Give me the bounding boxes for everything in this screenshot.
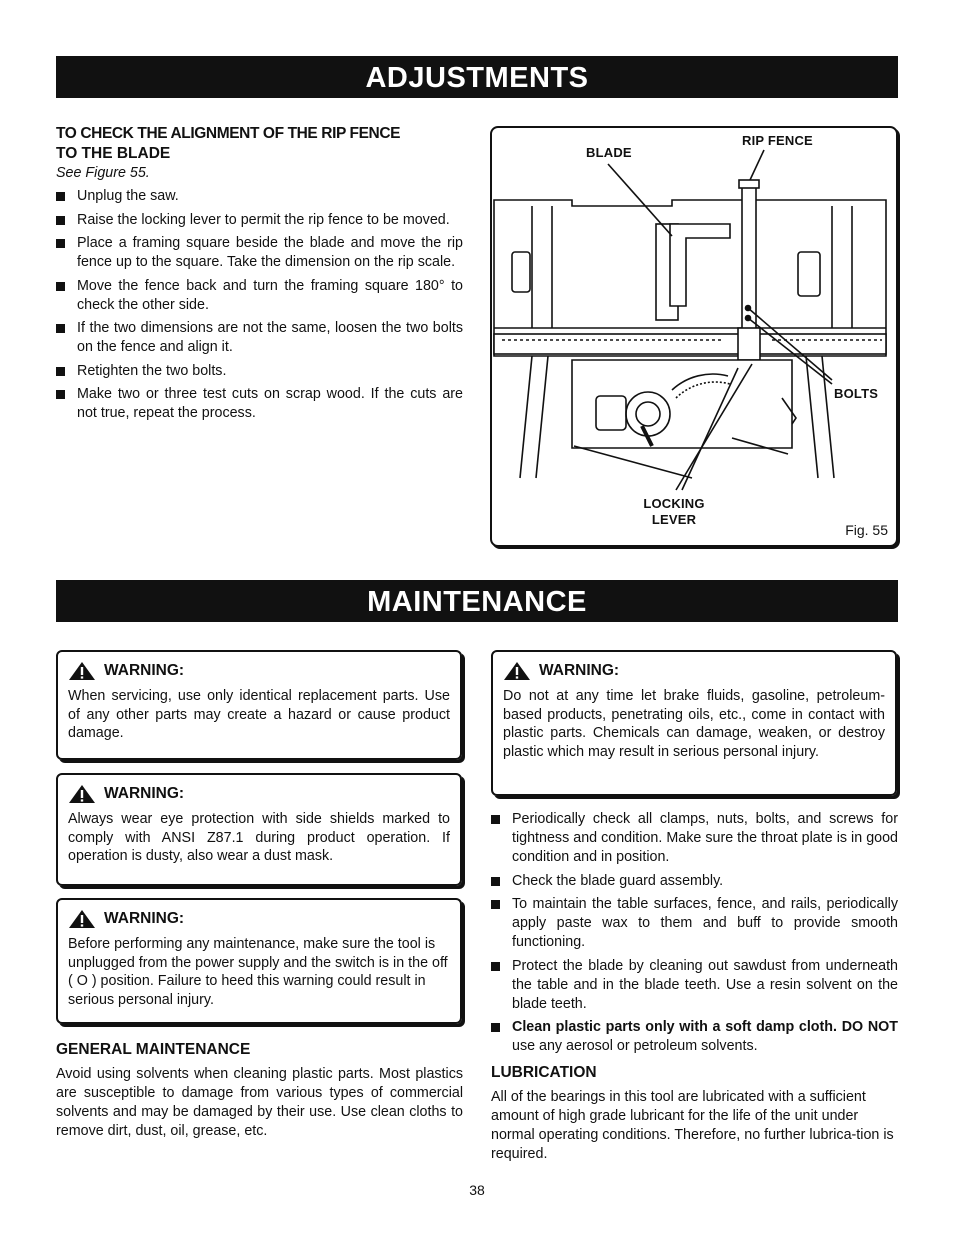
warning-body: When servicing, use only identical replacement parts. Use of any other parts may create a hazard or cause product damage. <box>68 688 450 742</box>
warning-heading <box>68 661 450 681</box>
warning-body: Do not at any time let brake fluids, gasoline, petroleum-based products, penetrating oils, etc., come in contact with plastic parts. Chemicals can damage, weaken, or destroy plastic which may result in serious personal injury. <box>503 688 885 760</box>
maintenance-bullet: Check the blade guard assembly. <box>491 872 898 891</box>
warning-triangle-icon <box>68 661 96 681</box>
label-bolts: BOLTS <box>834 386 879 401</box>
alignment-step: Raise the locking lever to permit the rip fence to be moved. <box>56 211 463 230</box>
alignment-heading-line1: TO CHECK THE ALIGNMENT OF THE RIP FENCE <box>56 125 401 142</box>
maintenance-bullets <box>491 810 898 1056</box>
maintenance-bullet-bold <box>491 1018 898 1056</box>
bold-bullet-text: Clean plastic parts only with a soft damp cloth. DO NOT <box>512 1019 898 1035</box>
warning-triangle-icon <box>68 909 96 929</box>
figure-55 <box>490 126 898 547</box>
warning-heading <box>68 909 450 929</box>
maintenance-title: MAINTENANCE <box>367 586 587 618</box>
alignment-step: Unplug the saw. <box>56 187 463 206</box>
warning-box-unplug <box>56 898 462 1024</box>
warning-triangle-icon <box>68 784 96 804</box>
warning-title: WARNING: <box>104 784 185 802</box>
page-number: 38 <box>469 1182 485 1198</box>
alignment-heading-line2: TO THE BLADE <box>56 145 171 162</box>
warning-body: Before performing any maintenance, make sure the tool is unplugged from the power supply and the switch is in the off ( O ) position. Failure to heed this warning could result in serious personal injury. <box>68 936 448 1008</box>
maintenance-bullet: Periodically check all clamps, nuts, bolts, and screws for tightness and condition. Make sure the throat plate is in good condition and in position. <box>491 810 898 867</box>
general-maintenance-section <box>56 1040 463 1141</box>
label-rip-fence: RIP FENCE <box>742 133 813 148</box>
adjustments-banner <box>56 56 898 98</box>
alignment-step: If the two dimensions are not the same, loosen the two bolts on the fence and align it. <box>56 319 463 357</box>
label-blade: BLADE <box>586 145 632 160</box>
alignment-step: Make two or three test cuts on scrap wood. If the cuts are not true, repeat the process. <box>56 385 463 423</box>
alignment-step: Retighten the two bolts. <box>56 362 463 381</box>
warning-box-eye-protection <box>56 773 462 886</box>
warning-box-chemicals <box>491 650 897 796</box>
lubrication-section <box>491 1063 898 1164</box>
lubrication-heading: LUBRICATION <box>491 1064 597 1081</box>
warning-heading <box>503 661 885 681</box>
alignment-section <box>56 124 463 428</box>
label-locking-line1: LOCKING <box>643 496 705 511</box>
warning-box-replacement-parts <box>56 650 462 760</box>
alignment-step: Move the fence back and turn the framing square 180° to check the other side. <box>56 277 463 315</box>
warning-title: WARNING: <box>104 661 185 679</box>
general-maintenance-heading: GENERAL MAINTENANCE <box>56 1041 251 1058</box>
maintenance-bullet: Protect the blade by cleaning out sawdust from underneath the table and in the blade teeth. Use a resin solvent on the blade teeth. <box>491 957 898 1014</box>
maintenance-banner <box>56 580 898 622</box>
adjustments-title: ADJUSTMENTS <box>365 62 589 94</box>
figure-caption: Fig. 55 <box>845 522 888 538</box>
warning-title: WARNING: <box>539 661 620 679</box>
label-locking-line2: LEVER <box>651 512 697 527</box>
warning-body: Always wear eye protection with side shields marked to comply with ANSI Z87.1 during product operation. If operation is dusty, also wear a dust mask. <box>68 811 450 865</box>
bold-bullet-rest: use any aerosol or petroleum solvents. <box>512 1038 758 1054</box>
alignment-step: Place a framing square beside the blade and move the rip fence up to the square. Take the dimension on the rip scale. <box>56 234 463 272</box>
warning-triangle-icon <box>503 661 531 681</box>
maintenance-bullet: To maintain the table surfaces, fence, and rails, periodically apply paste wax to them and buff to provide smooth functioning. <box>491 895 898 952</box>
see-figure-note: See Figure 55. <box>56 165 150 181</box>
warning-heading <box>68 784 450 804</box>
general-maintenance-body: Avoid using solvents when cleaning plastic parts. Most plastics are susceptible to damage from various types of commercial solvents and may be damaged by their use. Use clean cloths to remove dirt, dust, oil, grease, etc. <box>56 1066 463 1139</box>
warning-title: WARNING: <box>104 909 185 927</box>
label-locking-lever <box>640 496 708 528</box>
maintenance-checklist <box>491 806 898 1061</box>
lubrication-body: All of the bearings in this tool are lubricated with a sufficient amount of high grade lubricant for the life of the unit under normal operating conditions. Therefore, no further lubrica-tion is required. <box>491 1089 894 1162</box>
alignment-steps <box>56 187 463 423</box>
table-saw-illustration <box>492 128 896 545</box>
